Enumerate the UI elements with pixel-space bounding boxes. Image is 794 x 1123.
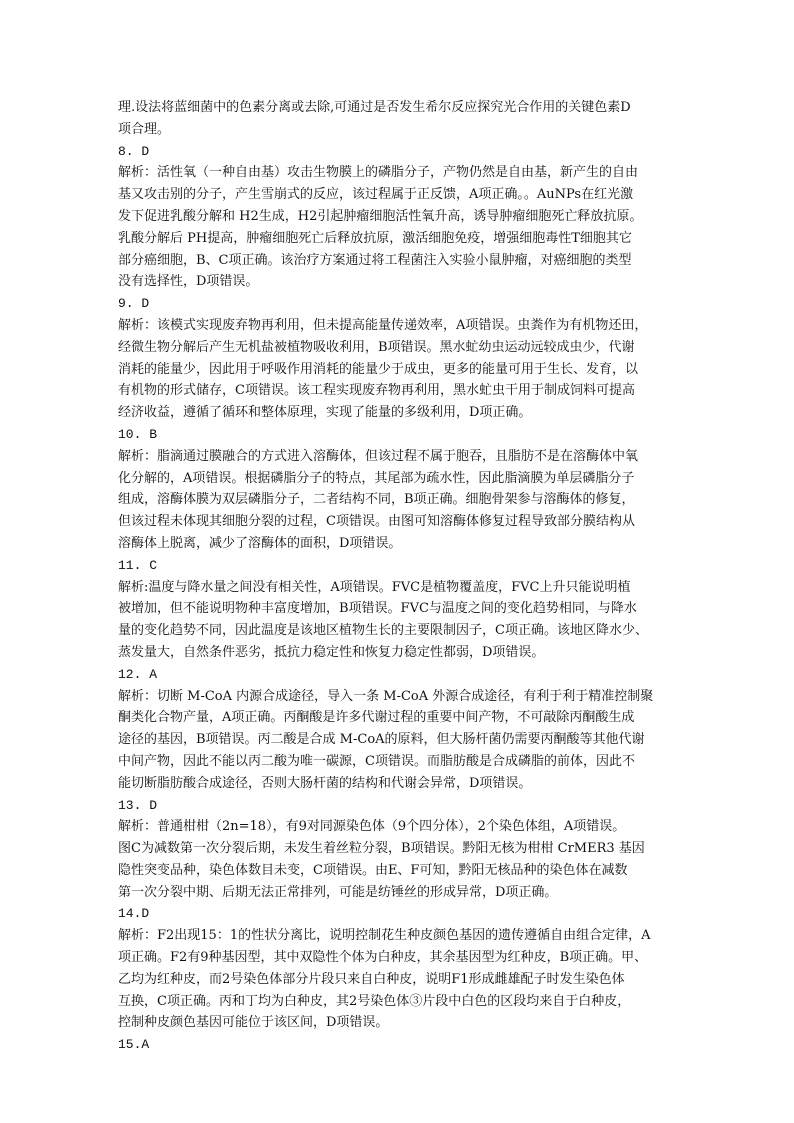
answer-explanation-page bbox=[118, 97, 684, 1056]
explanation-line: 经济收益，遵循了循环和整体原理，实现了能量的多级利用，D项正确。 bbox=[118, 405, 532, 421]
explanation-line: 解析：普通柑柑（2n=18），有9对同源染色体（9个四分体），2个染色体组，A项错误。 bbox=[118, 819, 626, 835]
explanation-line: 项合理。 bbox=[118, 121, 171, 137]
explanation-line: 项正确。F2有9种基因型，其中双隐性个体为白种皮，其余基因型为红种皮，B项正确。甲、 bbox=[118, 950, 648, 966]
explanation-line: 第一次分裂中期、后期无法正常排列，可能是纺锤丝的形成异常，D项正确。 bbox=[118, 884, 558, 900]
explanation-line: 但该过程未体现其细胞分裂的过程，C项错误。由图可知溶酶体修复过程导致部分膜结构从 bbox=[118, 514, 635, 530]
question-number: 12. A bbox=[118, 666, 158, 682]
question-number: 14.D bbox=[118, 906, 150, 922]
explanation-line: 理.设法将蓝细菌中的色素分离或去除,可通过是否发生希尔反应探究光合作用的关键色素D bbox=[118, 100, 631, 115]
explanation-line: 图C为减数第一次分裂后期，未发生着丝粒分裂，B项错误。黔阳无核为柑柑 CrMER3 基因 bbox=[118, 841, 645, 857]
explanation-line: 解析：该模式实现废弃物再利用，但未提高能量传递效率，A项错误。虫粪作为有机物还田， bbox=[118, 317, 648, 333]
explanation-line: 乳酸分解后 PH提高，肿瘤细胞死亡后释放抗原，激活细胞免疫，增强细胞毒性T细胞其它 bbox=[118, 230, 632, 246]
explanation-line: 部分癌细胞，B、C项正确。该治疗方案通过将工程菌注入实验小鼠肿瘤，对癌细胞的类型 bbox=[118, 252, 632, 268]
explanation-line: 乙均为红种皮，而2号染色体部分片段只来自白种皮，说明F1形成雌雄配子时发生染色体 bbox=[118, 971, 625, 987]
question-number: 11. C bbox=[118, 557, 158, 573]
explanation-line: 互换，C项正确。丙和丁均为白种皮，其2号染色体③片段中白色的区段均来自于白种皮， bbox=[118, 993, 631, 1009]
explanation-line: 化分解的，A项错误。根据磷脂分子的特点，其尾部为疏水性，因此脂滴膜为单层磷脂分子 bbox=[118, 470, 635, 486]
explanation-line: 消耗的能量少，因此用于呼吸作用消耗的能量少于成虫，更多的能量可用于生长、发育，以 bbox=[118, 361, 639, 377]
question-number: 9. D bbox=[118, 296, 150, 312]
explanation-line: 蒸发量大，自然条件恶劣，抵抗力稳定性和恢复力稳定性都弱，D项错误。 bbox=[118, 644, 545, 660]
explanation-line: 量的变化趋势不同，因此温度是该地区植物生长的主要限制因子，C项正确。该地区降水少、 bbox=[118, 623, 648, 639]
explanation-line: 解析：F2出现15：1的性状分离比，说明控制花生种皮颜色基因的遗传遵循自由组合定律，A bbox=[118, 928, 651, 944]
explanation-line: 酮类化合物产量，A项正确。丙酮酸是许多代谢过程的重要中间产物，不可敲除丙酮酸生成 bbox=[118, 710, 635, 726]
explanation-line: 经微生物分解后产生无机盐被植物吸收利用，B项错误。黑水虻幼虫运动远较成虫少，代谢 bbox=[118, 339, 635, 355]
explanation-line: 被增加，但不能说明物种丰富度增加，B项错误。FVC与温度之间的变化趋势相同，与降水 bbox=[118, 601, 637, 617]
question-number: 8. D bbox=[118, 143, 150, 159]
explanation-line: 解析:温度与降水量之间没有相关性，A项错误。FVC是植物覆盖度，FVC上升只能说明植 bbox=[118, 579, 631, 595]
explanation-line: 隐性突变品种，染色体数目未变，C项错误。由E、F可知，黔阳无核品种的染色体在减数 bbox=[118, 862, 628, 878]
question-number: 15.A bbox=[118, 1037, 150, 1053]
explanation-line: 途径的基因，B项错误。丙二酸是合成 M-CoA的原料，但大肠杆菌仍需要丙酮酸等其他代谢 bbox=[118, 732, 645, 748]
explanation-line: 没有选择性，D项错误。 bbox=[118, 274, 259, 290]
explanation-line: 中间产物，因此不能以丙二酸为唯一碳源，C项错误。而脂肪酸是合成磷脂的前体，因此不 bbox=[118, 753, 635, 769]
explanation-line: 组成，溶酶体膜为双层磷脂分子，二者结构不同，B项正确。细胞骨架参与溶酶体的修复， bbox=[118, 492, 635, 508]
question-number: 13. D bbox=[118, 797, 158, 813]
explanation-line: 能切断脂肪酸合成途径，否则大肠杆菌的结构和代谢会异常，D项错误。 bbox=[118, 775, 532, 791]
explanation-line: 解析：脂滴通过膜融合的方式进入溶酶体，但该过程不属于胞吞，且脂肪不是在溶酶体中氧 bbox=[118, 448, 639, 464]
explanation-line: 基又攻击别的分子，产生雪崩式的反应，该过程属于正反馈，A项正确。。AuNPs在红光激 bbox=[118, 187, 634, 203]
explanation-line: 发下促进乳酸分解和 H2生成，H2引起肿瘤细胞活性氧升高，诱导肿瘤细胞死亡释放抗原。 bbox=[118, 208, 643, 224]
question-number: 10. B bbox=[118, 426, 158, 442]
explanation-line: 解析：切断 M-CoA 内源合成途径，导入一条 M-CoA 外源合成途径，有利于利于精准控制聚 bbox=[118, 688, 654, 704]
explanation-line: 溶酶体上脱离，减少了溶酶体的面积，D项错误。 bbox=[118, 535, 402, 551]
explanation-line: 解析：活性氧（一种自由基）攻击生物膜上的磷脂分子，产物仍然是自由基，新产生的自由 bbox=[118, 165, 639, 181]
explanation-line: 有机物的形式储存，C项错误。该工程实现废弃物再利用，黑水虻虫干用于制成饲料可提高 bbox=[118, 383, 635, 399]
explanation-line: 控制种皮颜色基因可能位于该区间，D项错误。 bbox=[118, 1015, 389, 1031]
